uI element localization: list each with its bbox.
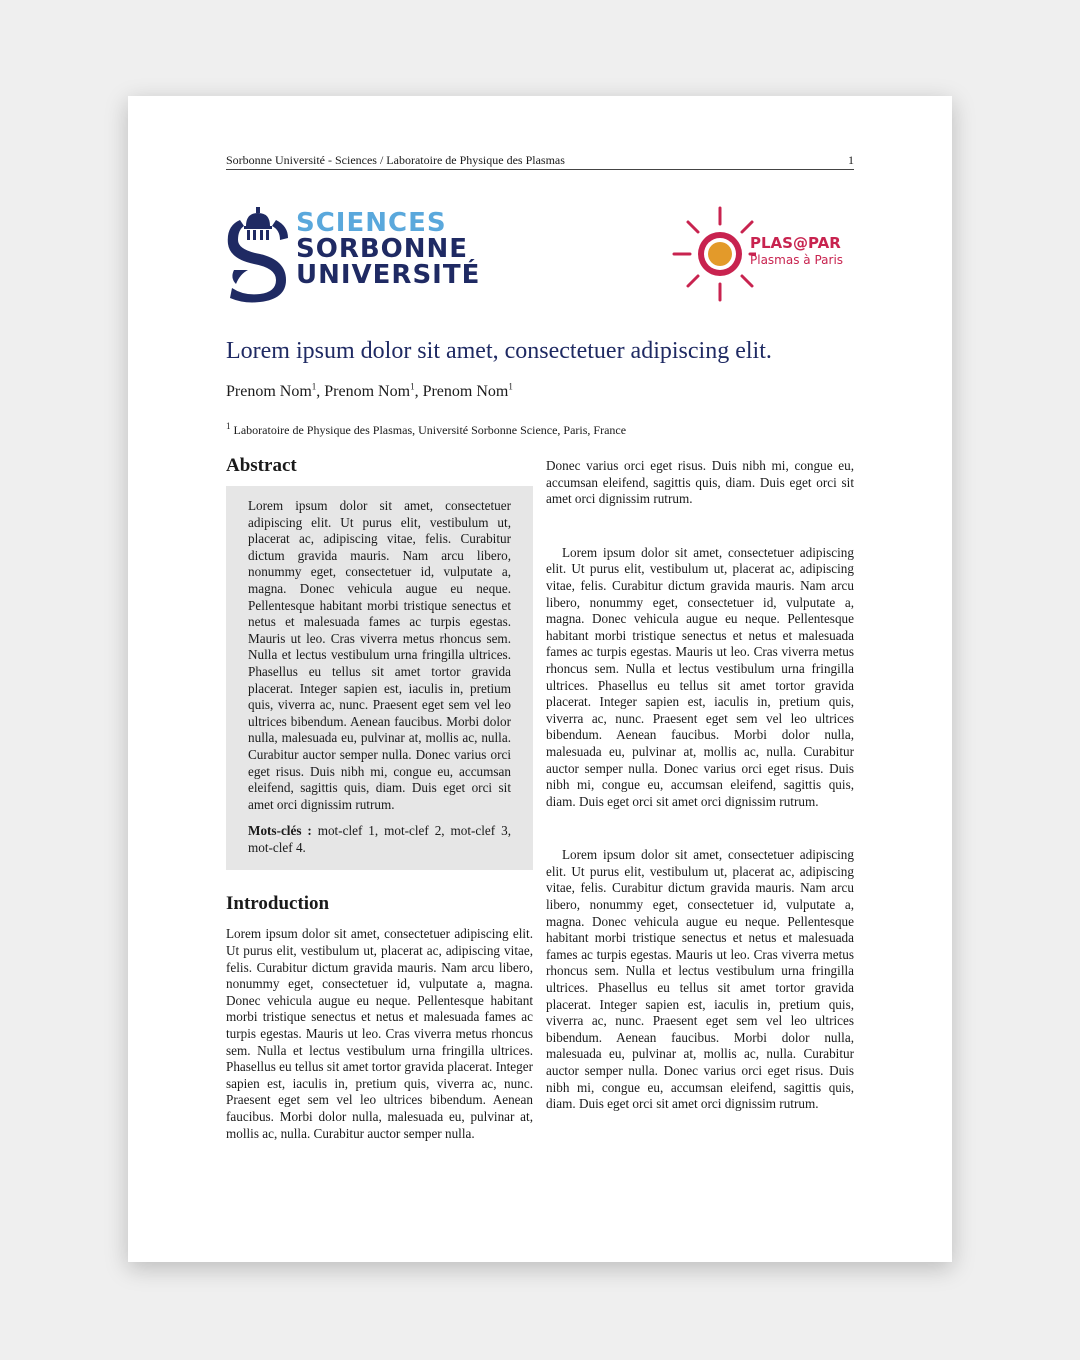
right-column xyxy=(546,458,854,1150)
paper-title: Lorem ipsum dolor sit amet, consectetuer adipiscing elit. xyxy=(226,338,772,364)
plasapar-wordmark xyxy=(750,234,843,268)
body-paragraph: Lorem ipsum dolor sit amet, consectetuer adipiscing elit. Ut purus elit, vestibulum ut, placerat ac, adipiscing vitae, felis. Curabitur dictum gravida mauris. Nam arcu libero, nonummy eget, consectetuer id, vulputate a, magna. Donec vehicula augue eu neque. Pellentesque habitant morbi tristique senectus et netus et malesuada fames ac turpis egestas. Mauris ut leo. Cras viverra metus rhoncus sem. Nulla et lectus vestibulum urna fringilla ultrices. Phasellus eu tellus sit amet tortor gravida placerat. Integer sapien est, iaculis in, pretium quis, viverra ac, nunc. Praesent eget sem vel leo ultrices bibendum. Aenean faucibus. Morbi dolor nulla, malesuada eu, pulvinar at, mollis ac, nulla. Curabitur auctor semper nulla. Donec varius orci eget risus. Duis nibh mi, congue eu, accumsan eleifend, sagittis quis, diam. Duis eget orci sit amet orci dignissim rutrum. xyxy=(546,544,854,809)
sorbonne-line-universite: UNIVERSITÉ xyxy=(296,260,481,290)
running-head xyxy=(226,153,854,170)
sorbonne-line-sciences: SCIENCES xyxy=(296,208,447,238)
author-affiliation-mark: 1 xyxy=(508,381,513,392)
keywords xyxy=(248,823,511,856)
page-number: 1 xyxy=(848,153,854,167)
author-list xyxy=(226,382,513,402)
sorbonne-wordmark xyxy=(296,210,480,288)
plasapar-tagline: Plasmas à Paris xyxy=(750,253,844,267)
author-separator: , xyxy=(414,383,423,400)
body-paragraph: Donec varius orci eget risus. Duis nibh mi, congue eu, accumsan eleifend, sagittis quis, diam. Duis eget orci sit amet orci dignissim rutrum. xyxy=(546,458,854,507)
plasapar-name: PLAS@PAR xyxy=(750,234,841,252)
affiliation-mark: 1 xyxy=(226,421,231,431)
abstract-text: Lorem ipsum dolor sit amet, consectetuer adipiscing elit. Ut purus elit, vestibulum ut, placerat ac, adipiscing vitae, felis. Curabitur dictum gravida mauris. Nam arcu libero, nonummy eget, consectetuer id, vulputate a, magna. Donec vehicula augue eu neque. Pellentesque habitant morbi tristique senectus et netus et malesuada fames ac turpis egestas. Mauris ut leo. Cras viverra metus rhoncus sem. Nulla et lectus vestibulum urna fringilla ultrices. Phasellus eu tellus sit amet tortor gravida placerat. Integer sapien est, iaculis in, pretium quis, viverra ac, nunc. Praesent eget sem vel leo ultrices bibendum. Aenean faucibus. Morbi dolor nulla, malesuada eu, pulvinar at, mollis ac, nulla. Curabitur auctor semper nulla. Donec varius orci eget risus. Duis nibh mi, congue eu, accumsan eleifend, sagittis quis, diam. Duis eget orci sit amet orci dignissim rutrum. xyxy=(248,498,511,812)
left-column xyxy=(226,454,533,1142)
body-paragraph: Lorem ipsum dolor sit amet, consectetuer adipiscing elit. Ut purus elit, vestibulum ut, placerat ac, adipiscing vitae, felis. Curabitur dictum gravida mauris. Nam arcu libero, nonummy eget, consectetuer id, vulputate a, magna. Donec vehicula augue eu neque. Pellentesque habitant morbi tristique senectus et netus et malesuada fames ac turpis egestas. Mauris ut leo. Cras viverra metus rhoncus sem. Nulla et lectus vestibulum urna fringilla ultrices. Phasellus eu tellus sit amet tortor gravida placerat. Integer sapien est, iaculis in, pretium quis, viverra ac, nunc. Praesent eget sem vel leo ultrices bibendum. Aenean faucibus. Morbi dolor nulla, malesuada eu, pulvinar at, mollis ac, nulla. Curabitur auctor semper nulla. Donec varius orci eget risus. Duis nibh mi, congue eu, accumsan eleifend, sagittis quis, diam. Duis eget orci sit amet orci dignissim rutrum. xyxy=(546,847,854,1112)
paper-page xyxy=(128,96,952,1262)
author-affiliation-mark: 1 xyxy=(311,381,317,392)
sun-emblem-icon xyxy=(672,204,756,304)
author-name: Prenom Nom xyxy=(324,383,411,400)
sorbonne-s-emblem-icon xyxy=(226,204,290,304)
author-affiliation-mark: 1 xyxy=(410,381,415,392)
sorbonne-universite-logo xyxy=(226,204,481,304)
affiliation xyxy=(226,422,626,438)
abstract-box xyxy=(226,486,533,870)
affiliation-text: Laboratoire de Physique des Plasmas, Université Sorbonne Science, Paris, France xyxy=(233,423,627,437)
keywords-text: mot-clef 1, mot-clef 2, mot-clef 3, mot-clef 4. xyxy=(248,823,511,855)
author-name: Prenom Nom xyxy=(422,383,509,400)
introduction-heading: Introduction xyxy=(226,893,330,915)
running-head-text: Sorbonne Université - Sciences / Laboratoire de Physique des Plasmas xyxy=(226,153,565,167)
sorbonne-line-sorbonne: SORBONNE xyxy=(296,234,469,264)
introduction-paragraph: Lorem ipsum dolor sit amet, consectetuer adipiscing elit. Ut purus elit, vestibulum ut, placerat ac, adipiscing vitae, felis. Curabitur dictum gravida mauris. Nam arcu libero, nonummy eget, consectetuer id, vulputate a, magna. Donec vehicula augue eu neque. Pellentesque habitant morbi tristique senectus et netus et malesuada fames ac turpis egestas. Mauris ut leo. Cras viverra metus rhoncus sem. Nulla et lectus vestibulum urna fringilla ultrices. Phasellus eu tellus sit amet tortor gravida placerat. Integer sapien est, iaculis in, pretium quis, viverra ac, nunc. Praesent eget sem vel leo ultrices bibendum. Aenean faucibus. Morbi dolor nulla, malesuada eu, pulvinar at, mollis ac, nulla. Curabitur auctor semper nulla. xyxy=(226,926,533,1141)
plasapar-logo xyxy=(672,204,862,304)
author-name: Prenom Nom xyxy=(226,383,312,400)
abstract-heading: Abstract xyxy=(226,455,297,476)
keywords-label: Mots-clés : xyxy=(248,823,312,839)
author-separator: , xyxy=(316,383,325,400)
